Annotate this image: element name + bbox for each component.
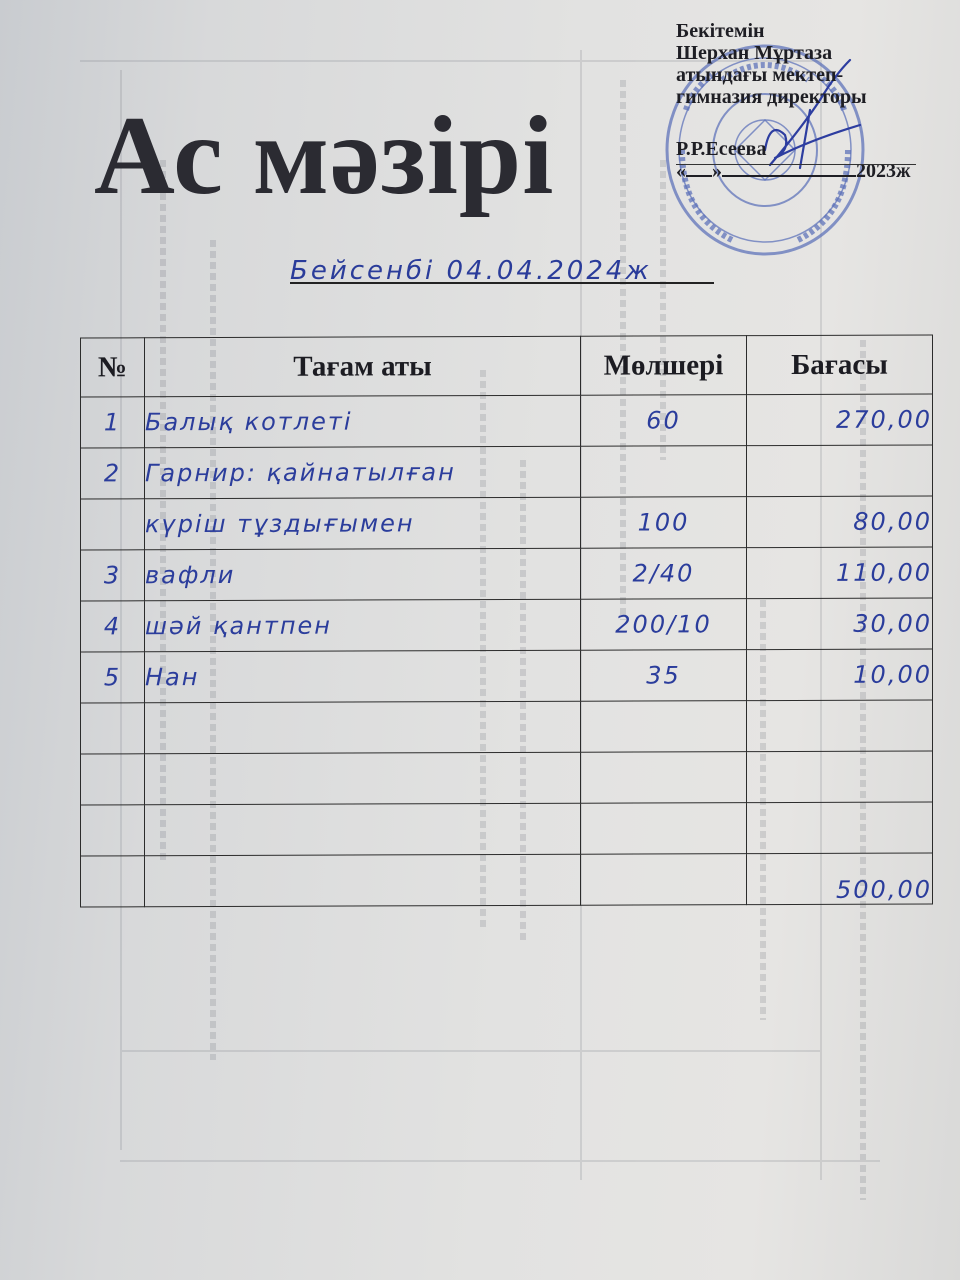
dish-name xyxy=(145,803,581,856)
dish-price: 30,00 xyxy=(747,598,933,650)
dish-price: 270,00 xyxy=(747,394,933,446)
dish-price xyxy=(747,802,933,854)
dish-name xyxy=(145,701,581,754)
menu-table xyxy=(80,335,933,908)
header-quantity: Мөлшері xyxy=(581,336,747,396)
row-number: 2 xyxy=(81,448,145,499)
dish-name: Балық котлеті xyxy=(145,395,581,448)
table-row xyxy=(81,649,933,703)
table-row xyxy=(81,445,933,499)
approval-block xyxy=(676,20,946,182)
dish-price xyxy=(747,700,933,752)
dish-price xyxy=(747,445,933,497)
dish-name xyxy=(145,752,581,805)
dish-name: шәй қантпен xyxy=(145,599,581,652)
total-row-number xyxy=(81,856,145,907)
dish-price: 80,00 xyxy=(747,496,933,548)
approval-line-position: гимназия директоры xyxy=(676,86,867,108)
total-row-quantity xyxy=(581,854,747,906)
dish-quantity xyxy=(581,701,747,753)
dish-price: 10,00 xyxy=(747,649,933,701)
dish-price xyxy=(747,751,933,803)
table-row xyxy=(81,598,933,652)
date-quote-open: « xyxy=(676,160,686,182)
table-row xyxy=(81,700,933,754)
header-number: № xyxy=(81,338,145,397)
dish-quantity xyxy=(581,803,747,855)
dish-name: Гарнир: қайнатылған xyxy=(145,446,581,499)
table-row xyxy=(81,751,933,805)
table-row xyxy=(81,547,933,601)
table-row xyxy=(81,394,933,448)
approval-line-school-type: атындағы мектеп- xyxy=(676,64,844,86)
header-dish-name: Тағам аты xyxy=(145,336,581,397)
page-title: Ас мәзірі xyxy=(94,94,555,218)
header-price: Бағасы xyxy=(747,335,933,395)
approval-line-school-name: Шерхан Мұртаза xyxy=(676,42,833,64)
row-number xyxy=(81,805,145,856)
menu-table-wrapper xyxy=(80,335,932,904)
dish-name: вафли xyxy=(145,548,581,601)
table-row xyxy=(81,496,933,550)
dish-quantity: 35 xyxy=(581,650,747,702)
dish-quantity: 60 xyxy=(581,395,747,447)
dish-quantity xyxy=(581,446,747,498)
row-number: 1 xyxy=(81,397,145,448)
approval-line-approve: Бекітемін xyxy=(676,20,765,42)
dish-name: күріш тұздығымен xyxy=(145,497,581,550)
dish-quantity: 2/40 xyxy=(581,548,747,600)
director-name: Р.Р.Есеева xyxy=(676,138,767,160)
total-price: 500,00 xyxy=(747,853,933,905)
row-number: 3 xyxy=(81,550,145,601)
row-number: 5 xyxy=(81,652,145,703)
date-year: 2023ж xyxy=(856,160,911,182)
row-number xyxy=(81,499,145,550)
table-row xyxy=(81,802,933,856)
signature-line xyxy=(676,164,916,165)
total-row-name xyxy=(145,854,581,907)
dish-quantity: 100 xyxy=(581,497,747,549)
table-header-row xyxy=(81,335,933,397)
row-number: 4 xyxy=(81,601,145,652)
date-quote-close: » xyxy=(712,160,722,182)
table-total-row xyxy=(81,853,933,907)
row-number xyxy=(81,754,145,805)
row-number xyxy=(81,703,145,754)
day-heading-underline xyxy=(290,282,714,284)
dish-price: 110,00 xyxy=(747,547,933,599)
day-date-heading: Бейсенбі 04.04.2024ж xyxy=(290,256,652,286)
signature-space xyxy=(676,108,946,138)
dish-quantity: 200/10 xyxy=(581,599,747,651)
dish-name: Нан xyxy=(145,650,581,703)
dish-quantity xyxy=(581,752,747,804)
